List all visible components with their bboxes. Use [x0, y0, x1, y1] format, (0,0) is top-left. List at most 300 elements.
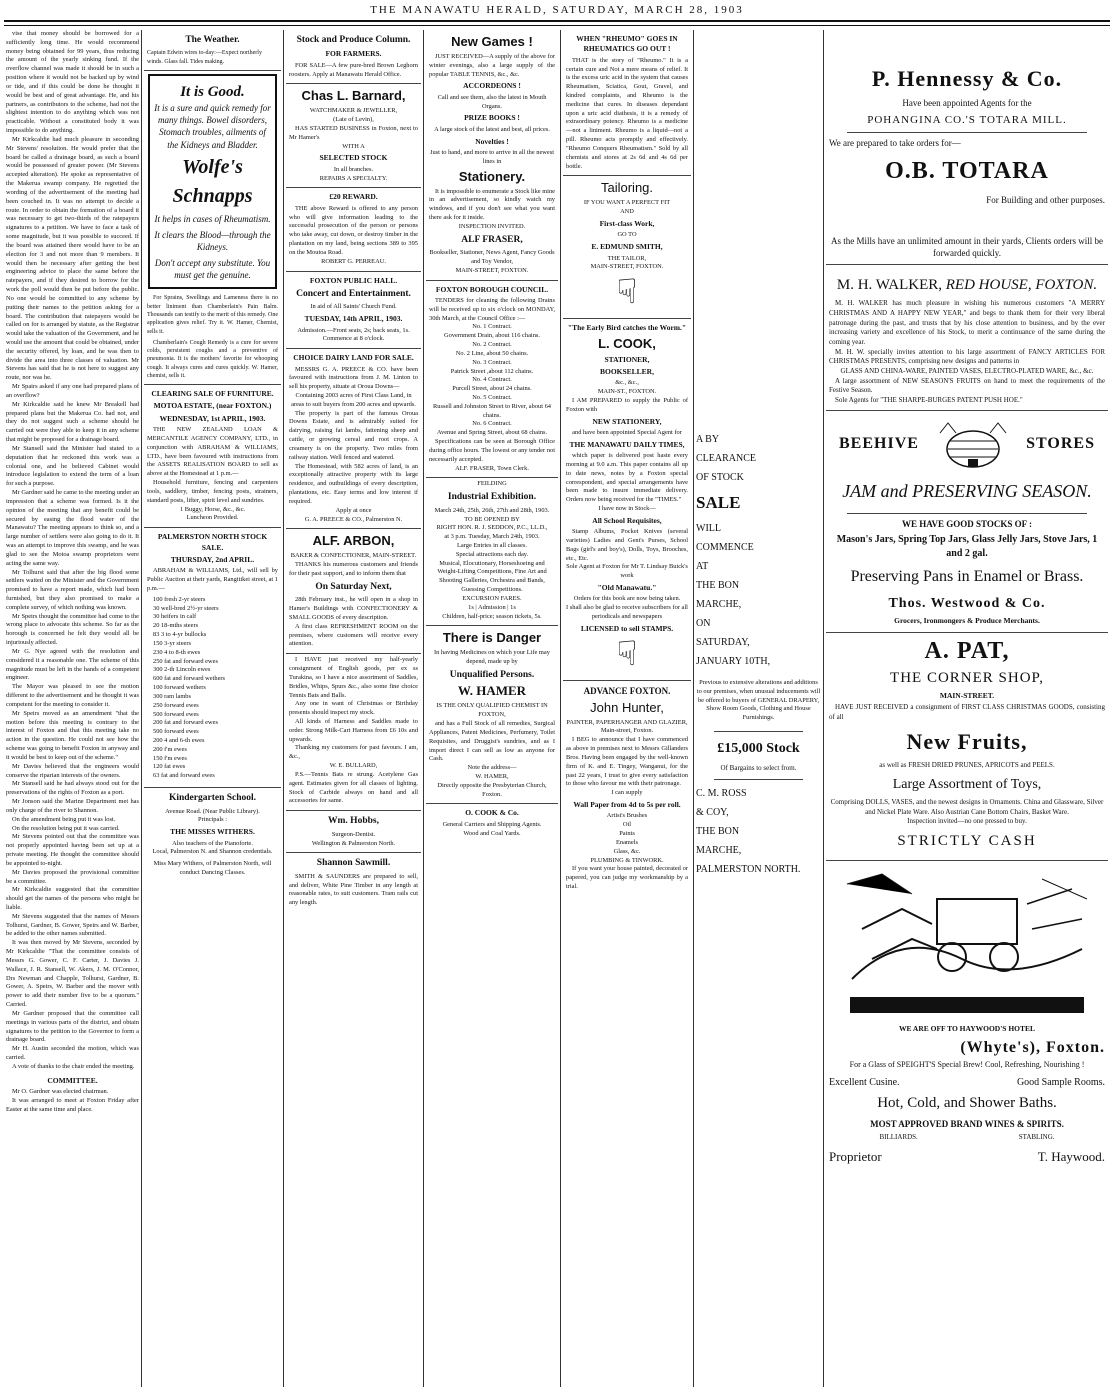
article-paragraph: Mr Stevens pointed out that the committee was not properly appointed having been set up at a private meeting. He thought the committee should be appointed to-night.: [6, 833, 139, 867]
pointing-hand-icon: ☟: [616, 274, 638, 312]
stock-item: 30 well-bred 2½-yr steers: [153, 604, 219, 612]
will: WILL: [696, 523, 721, 535]
article-paragraph: A vote of thanks to the chair ended the meeting.: [12, 1062, 135, 1070]
council-sig: ALF. FRASER, Town Clerk.: [455, 464, 529, 472]
orders: Orders for this book are now being taken.: [573, 595, 681, 603]
article-paragraph: It was then moved by Mr Stevens, seconded by Mr Kirkcaldie "That the committee consists of Messrs G. Gower, C. F. Carter, J. Davies J. Wallace, J. R. Stansell, W. Akers, J. M. O'Connor, Drs Newman and Chapple, Tolhurst, Gardner, B. Gower, A. Speirs, W. Barber and the mover with power to add their number five to be a quorum." Carried.: [6, 939, 139, 1009]
chamberlain-ads: [144, 292, 281, 385]
article-paragraph: Mr G. Nye agreed with the resolution and considered it a reasonable one. The scheme of this magnitude must be left in the hands of a competent engineer.: [6, 647, 139, 682]
kinder-title: Kindergarten School.: [168, 793, 257, 804]
barnard-branches: In all branches.: [333, 165, 374, 173]
masthead-rule: [4, 20, 1110, 22]
plumbing: PLUMBING & TINWORK.: [590, 856, 664, 864]
cook-carriers-ad: [426, 804, 558, 842]
requisites-text: Stamp Albums, Pocket Knives (several varieties) Ladies and Gent's Purses, School Bags (girl's and boy's), Dolls, Toys, Brooches, etc., Etc.: [566, 528, 688, 562]
arbon-trade: BAKER & CONFECTIONER, MAIN-STREET.: [290, 552, 417, 560]
exhibition-date: March 24th, 25th, 26th, 27th and 28th, 1903.: [434, 506, 550, 514]
stock-item: 250 fat and forward ewes: [153, 657, 218, 665]
article-paragraph: Mr Davies proposed the provisional committee be a committee.: [6, 868, 139, 885]
artists-brushes: Artist's Brushes: [606, 812, 648, 820]
rheumo-head: WHEN "RHEUMO" GOES IN RHEUMATICS GO OUT !: [576, 34, 678, 54]
hamer-is: IS THE ONLY QUALIFIED CHEMIST IN FOXTON,: [436, 702, 548, 719]
hobbs-ad: [286, 811, 421, 853]
sawmill-ad: [286, 853, 421, 912]
weather-text: Captain Edwin wires to-day:—Expect northerly winds. Glass fall. Tides making.: [147, 50, 262, 65]
hunter-trade: PAINTER, PAPERHANGER AND GLAZIER,: [566, 718, 688, 726]
feilding: FEILDING: [477, 480, 507, 488]
harness-text: I HAVE just received my half-yearly consignment of English goods, per ex ss Turakina, so I have a nice assortment of Saddles, Bridles, Whips, Spurs &c., also some fine choice Tennis Bats and Balls.: [289, 656, 418, 699]
haywood-ad: [826, 861, 1108, 1171]
the-bon: THE BON: [696, 580, 740, 592]
daily-text: which paper is delivered post haste every morning at 9.0 a.m. This paper contains all up to date news, notes by a Foxton special correspondent, and special arrangements have been made to insure immediate delivery. Orders now being received for the "TIMES.": [566, 452, 688, 504]
lcook-place: MAIN-ST., FOXTON.: [597, 388, 657, 396]
council-text: TENDERS for cleaning the following Drains will be received up to six o'clock on MONDAY, 30th March, at the Council Office :—: [429, 296, 555, 322]
article-paragraph: On the resolution being put it was carried.: [12, 824, 120, 832]
hamer-ad: [426, 626, 558, 804]
contract-item: Avenue and Spring Street, about 68 chains.: [436, 429, 548, 437]
kinder-principals: Principals :: [198, 816, 227, 824]
column-6: [696, 30, 821, 1387]
dairy-text-3: The Homestead, with 582 acres of land, is an exceptionally attractive property with its large residence, and outbuildings of every description, plantations, etc. Easy terms and low interest if required.: [289, 462, 418, 505]
fraser-place: MAIN-STREET, FOXTON.: [455, 266, 529, 274]
paints: Paints: [619, 830, 635, 838]
hamer-opposite: Directly opposite the Presbyterian Church, Foxton.: [437, 781, 547, 798]
column-rule: [693, 30, 694, 1387]
contract-item: No. 5 Contract.: [472, 394, 512, 401]
games-text: JUST RECEIVED—A supply of the above for winter evenings, also a large supply of the popular TABLE TENNIS, &c., &c.: [429, 52, 555, 78]
weather-notice: [144, 30, 281, 71]
stock-item: 63 fat and forward ewes: [153, 772, 215, 780]
subscribers: I shall also be glad to receive subscribers for all periodicals and newspapers: [566, 604, 688, 621]
lcook-name: L. COOK,: [598, 335, 656, 351]
hall-title: FOXTON PUBLIC HALL.: [309, 275, 398, 285]
wolfes-schnapps-ad: [148, 74, 277, 290]
contract-item: No. 2 Contract.: [472, 341, 512, 349]
advance-foxton: ADVANCE FOXTON.: [583, 686, 671, 697]
contract-item: Russell and Johnston Street to River, about 64 chains.: [433, 402, 551, 419]
accordeons: ACCORDEONS !: [463, 81, 521, 91]
concert-time: Commence at 8 o'clock.: [322, 335, 385, 343]
article-paragraph: Mr Stevens suggested that the names of Messrs Tolhurst, Gardner, B. Gower, Speirs and W. Barber, be added to the other names submitted.: [6, 912, 139, 938]
pat-ad: [826, 633, 1108, 860]
kinder-dancing: Miss Mary Withers, of Palmerston North, will conduct Dancing Classes.: [153, 860, 272, 877]
contract-item: Purcell Street, about 24 chains.: [452, 385, 532, 393]
council-ad: [426, 281, 558, 479]
stock-item: 30 heifers in calf: [153, 613, 197, 621]
walker-text-2: M. H. W. specially invites attention to his large assortment of FANCY ARTICLES FOR CHRISTMAS PRESENTS, comprising new designs and patterns in: [829, 347, 1105, 366]
reward-sig: ROBERT G. PERREAU.: [321, 257, 386, 265]
stock-item: 250 forward ewes: [153, 701, 199, 709]
hobbs-trade: Surgeon-Dentist.: [331, 830, 376, 838]
article-paragraph: On the amendment being put it was lost.: [12, 815, 116, 823]
stationery-text: It is impossible to enumerate a Stock like mine in an advertisement, so kindly watch my windows, and if you don't see what you want there ask for it inside.: [429, 187, 555, 222]
unqualified: Unqualified Persons.: [449, 670, 535, 681]
harness-sig: W. E. BULLARD,: [329, 762, 378, 770]
prize-text: A large stock of the latest and best, all prices.: [434, 125, 550, 133]
dairy-sig: G. A. PREECE & CO., Palmerston N.: [304, 515, 403, 523]
saturday: SATURDAY,: [696, 637, 750, 649]
stores-word: STORES: [1026, 434, 1095, 452]
inspection: Inspection invited—no one pressed to buy.: [907, 817, 1027, 826]
speights: For a Glass of SPEIGHT'S Special Brew! Cool, Refreshing, Nourishing !: [849, 1059, 1085, 1069]
barnard-from: (Late of Levin),: [333, 116, 374, 124]
stock-item: 150 f'm ewes: [153, 754, 187, 762]
for-sale: FOR SALE—A few pure-bred Brown Leghorn roosters. Apply at Manawatu Herald Office.: [289, 61, 418, 78]
billiards: BILLIARDS.: [879, 1132, 918, 1141]
exhibition-by: RIGHT HON. R. J. SEDDON, P.C., LL.D.,: [436, 524, 548, 532]
sawmill-text: SMITH & SAUNDERS are prepared to sell, and deliver, White Pine Timber in any length at reasonable rates, to suit customers. Tram rails cut any length.: [289, 872, 418, 907]
beehive-ad: [826, 411, 1108, 634]
beehive-header: [829, 413, 1105, 475]
fruits-text: as well as FRESH DRIED PRUNES, APRICOTS and PEELS.: [879, 760, 1055, 769]
preserving-pans: Preserving Pans in Enamel or Brass.: [850, 568, 1084, 586]
clearing-sale-ad: [144, 385, 281, 528]
proprietor: Proprietor: [829, 1149, 882, 1165]
clearing-lunch: Luncheon Provided.: [186, 514, 239, 522]
tailoring-work: First-class Work,: [599, 219, 655, 229]
tailoring-place: MAIN-STREET, FOXTON.: [590, 263, 664, 271]
tailoring-and: AND: [620, 208, 634, 216]
novelties-text: Just to hand, and more to arrive in all the newest lines in: [429, 148, 555, 165]
glass-china: GLASS AND CHINA-WARE, PAINTED VASES, ELECTRO-PLATED WARE, &c., &c.: [840, 366, 1094, 375]
concert-date: TUESDAY, 14th APRIL, 1903.: [304, 314, 403, 324]
pohangina: POHANGINA CO.'S TOTARA MILL.: [867, 113, 1067, 126]
dairy-land-ad: [286, 349, 421, 529]
exhibition-ad: [426, 478, 558, 626]
dairy-title: CHOICE DAIRY LAND FOR SALE.: [293, 353, 414, 363]
contract-item: No. 3 Contract.: [472, 358, 512, 366]
billiards-row: [829, 1133, 1105, 1143]
walker-text: M. H. WALKER has much pleasure in wishing his numerous customers "A MERRY CHRISTMAS AND A HAPPY NEW YEAR," and begs to thank them for their very liberal patronage during the past, and trusts that by his close attention to business, and by the ever increasing variety and excellence of his Stock, to merit a continuance of the same during the coming year.: [829, 299, 1105, 346]
banner-text: WE ARE OFF TO HAYWOOD'S HOTEL: [898, 1024, 1036, 1034]
tailoring-trade: THE TAILOR,: [607, 254, 647, 262]
pat-name: A. PAT,: [924, 638, 1010, 665]
contract-item: No. 4 Contract.: [472, 376, 512, 384]
hunter-ad: [563, 681, 691, 896]
prize-books: PRIZE BOOKS !: [464, 113, 520, 123]
sole-agent: Sole Agent at Foxton for Mr T. Lindsay Buick's work: [566, 563, 688, 580]
marche: MARCHE,: [696, 599, 742, 611]
stock-title: PALMERSTON NORTH STOCK SALE.: [157, 532, 268, 552]
stock-item: 83 3 to 4-yr bullocks: [153, 631, 207, 639]
separator: [847, 513, 1087, 514]
reward-ad: [286, 188, 421, 271]
hunter-name: John Hunter,: [590, 699, 664, 715]
toys-text: Comprising DOLLS, VASES, and the newest designs in Ornaments. China and Glassware, Silver and Nickel Plate Ware. Also Austrian Cane Bottom Chairs, Basket Ware.: [830, 797, 1104, 816]
column-rule: [283, 30, 284, 1387]
hunter-text: I BEG to announce that I have commenced as above in premises next to Messrs Gillanders Bros. Having been engaged by the well-known firm of K. and E. Tingey, Wanganui, for the past 22 years, I trust to give every satisfaction to those who favour me with their patronage.: [566, 736, 688, 788]
hobbs-place: Wellington & Palmerston North.: [311, 839, 396, 847]
stock-15000: £15,000 Stock: [717, 740, 800, 756]
lcook-bookseller: BOOKSELLER,: [600, 366, 654, 376]
main-street: MAIN-STREET.: [939, 690, 995, 700]
dairy-text: MESSRS G. A. PREECE & CO. have been favoured with instructions from J. M. Linton to sell his property, situate at Oroua Downs—: [289, 365, 418, 391]
lcook-ad: [563, 319, 691, 681]
committee-paragraph: It was arranged to meet at Foxton Friday after Easter at the same time and place.: [6, 1096, 139, 1113]
at: AT: [696, 561, 709, 573]
prepared: We are prepared to take orders for—: [829, 137, 961, 148]
stabling: STABLING.: [1018, 1132, 1055, 1141]
rheumo-ad: [563, 30, 691, 176]
ad-body: It is a sure and quick remedy for many things. Bowel disorders, Stomach troubles, ailments of the Kidneys and Bladder.: [154, 103, 271, 150]
dairy-acres: Containing 2003 acres of First Class Land, in areas to suit buyers from 200 acres and upwards.: [291, 392, 416, 408]
hunter-supply: I can supply: [611, 789, 643, 797]
separator: [714, 731, 803, 732]
article-paragraph: Mr Speirs thought the committee had come to the wrong place to advocate this scheme. So far as the borough is concerned he felt they would all be injuriously affected.: [6, 612, 139, 647]
article-body: [6, 30, 139, 1072]
fraser-ad: [426, 30, 558, 281]
column-6-spacer: [696, 30, 821, 430]
toys: Large Assortment of Toys,: [892, 776, 1042, 792]
oil: Oil: [622, 821, 632, 829]
harness-text-4: Thanking my customers for past favours. I am, &c.,: [289, 744, 418, 761]
barnard-name: Chas L. Barnard,: [301, 88, 406, 104]
column-rule: [141, 30, 142, 1387]
council-spec: Specifications can be seen at Borough Office during office hours. The lowest or any tender not necessarily accepted.: [429, 438, 555, 463]
ross: C. M. ROSS: [696, 788, 747, 800]
clearing-items: Household furniture, fencing and carpenters tools, saddlery, timber, fencing posts, strainers, standard posts, lifter, spirit level and sundries.: [147, 479, 278, 504]
dairy-apply: Apply at once: [335, 506, 372, 514]
concert-ad: [286, 272, 421, 350]
article-paragraph: Mr Speirs moved as an amendment "that the motion before this meeting is contrary to the interest of Foxton and that this meeting take no action in the question. He could not see how the scheme was going to benefit Foxton in anyway and it would be best to keep out of the scheme.": [6, 709, 139, 761]
exhibition-title: Industrial Exhibition.: [447, 492, 537, 503]
masthead-rule-2: [4, 25, 1110, 26]
tailoring-name: E. EDMUND SMITH,: [591, 242, 663, 252]
sale-word: SALE: [696, 493, 741, 512]
stock-text: ABRAHAM & WILLIAMS, Ltd., will sell by Public Auction at their yards, Rangitikei street, at 1 p.m.—: [147, 567, 278, 592]
cook-name: O. COOK & Co.: [465, 808, 519, 818]
article-paragraph: The Mayor was pleased to see the motion different to the advertisement and he thought it was competent for the meeting to consider it.: [6, 683, 139, 708]
hennessy-name: P. Hennessy & Co.: [871, 66, 1063, 91]
barnard-stock: SELECTED STOCK: [319, 153, 388, 163]
column-7: [826, 30, 1108, 1387]
children-price: Children, half-price; season tickets, 5s.: [442, 612, 542, 620]
article-paragraph: Mr Spairs asked if any one had prepared plans of an overflow?: [6, 383, 139, 399]
haywood: T. Haywood.: [1037, 1149, 1105, 1165]
stock-produce-title: Stock and Produce Column.: [296, 35, 411, 45]
stock-sale-ad: [144, 528, 281, 788]
admission: 1s | Admission | 1s: [468, 603, 516, 611]
previous-notice: Previous to extensive alterations and additions to our premises, when unusual inducements will be offered to buyers of GENERAL DRAPERY, Show Room Goods, Clothing and House Furnishings.: [696, 679, 821, 721]
hamer-text: and has a Full Stock of all remedies, Surgical Appliances, Patent Medicines, Perfumery, Toilet Requisites, and Druggist's sundries, and as I import direct I can sell as low as anyone for Cash.: [429, 720, 555, 763]
stationery-title: Stationery.: [458, 168, 526, 184]
of-stock: OF STOCK: [696, 472, 744, 483]
kindergarten-ad: [144, 788, 281, 882]
article-paragraph: vise that money should be borrowed for a sufficiently long time. He would recommend money being obtained for 99 years, thus reducing the amount of the yearly sinking fund. If the overflow channel was made it should be in such a position where it would not be backed up by wind or tide, and if this could be done he thought it would be best and of great advantage. He, and his partners, as contributors to the scheme, had not the slightest intention to do anything which was not practicable. Without a constituted body it was impossible to do anything.: [6, 30, 139, 135]
glass: Glass, &c.: [613, 847, 641, 855]
kinder-locals: Local, Palmerston N. and Shannon credentials.: [152, 848, 273, 856]
concert-admission: Admission.—Front seats, 2s; back seats, 1s.: [297, 326, 410, 334]
ad-body-4: Don't accept any substitute. You must get the genuine.: [154, 258, 271, 281]
exhibition-time: at 3 p.m. Tuesday, March 24th, 1903.: [444, 533, 540, 541]
arbon-text: THANKS his numerous customers and friends for their past support, and to inform them that: [289, 561, 418, 578]
exhibition-opened: TO BE OPENED BY: [464, 515, 520, 523]
lcook-stationer: STATIONER,: [604, 354, 650, 364]
arbon-name: ALF. ARBON,: [312, 533, 395, 549]
building: For Building and other purposes.: [986, 195, 1105, 206]
excursion-fares: EXCURSION FARES.: [462, 594, 522, 602]
whytes: (Whyte's), Foxton.: [960, 1038, 1105, 1056]
jam-season: JAM and PRESERVING SEASON.: [842, 480, 1092, 501]
stock-item: 500 forward ewes: [153, 728, 199, 736]
committee-body: [6, 1088, 139, 1114]
arbon-ad: [286, 529, 421, 654]
good-stocks: WE HAVE GOOD STOCKS OF :: [901, 519, 1033, 530]
barnard-ad: [286, 84, 421, 188]
saturday-next: On Saturday Next,: [315, 581, 392, 592]
fraser-name: ALF FRASER,: [461, 234, 523, 245]
rheumo-text: THAT is the story of "Rheumo." It is a certain cure and Not a mere means of relief. It is the excess uric acid in the system that causes Rheumatism, Sciatica, Gout, Gravel, and kindred complaints, and Rheumo is the medicine that cures. In diseases dependant upon a uric acid diathesis, it is a remedy of extraordinary potency. Rheumo is a medicine—not a liniment. Rheumo is a liquid—not a pill. Rheumo acts promptly and effectively. "Rheumo Conquers Rheumatism." Sold by all chemists and stores at 2s 6d and 4s 6d per bottle.: [566, 56, 688, 170]
stock-item: 300 ram lambs: [153, 692, 191, 700]
article-paragraph: Mr Gardner proposed that the committee call meetings in various parts of the district, and obtain signatures to the petition to the Governor to form a drainage board.: [6, 1009, 139, 1044]
column-rule: [823, 30, 824, 1387]
stock-item: 120 fat ewes: [153, 763, 186, 771]
tailoring-go: GO TO: [617, 231, 637, 239]
article-paragraph: Mr Kirkcaldie said he knew Mr Breakell had prepared plans but the Makerua Co. had not, and they do not suggest such a scheme should be carried out were they able to keep it in any scheme that might be proposed for a drainage board.: [6, 400, 139, 444]
column-news-report: [6, 30, 139, 1387]
novelties: Novelties !: [475, 136, 509, 146]
corner-shop: THE CORNER SHOP,: [890, 670, 1044, 687]
article-paragraph: Mr Davies believed that the engineers would conserve the riparian interests of the owners.: [6, 762, 139, 779]
concert-title: Concert and Entertainment.: [296, 288, 411, 299]
exhibition-musical: Musical, Elocutionary, Horseshoeing and Weight-Lifting Competitions, Fine Art and Shooting Galleries, Orchestra and Bands, Guessing Competitions.: [437, 559, 547, 594]
school-requisites: All School Requisites,: [592, 515, 662, 525]
baths: Hot, Cold, and Shower Baths.: [877, 1095, 1057, 1112]
stock-item: 200 fat and forward ewes: [153, 719, 218, 727]
clearing-buggy: 1 Buggy, Horse, &c., &c.: [179, 505, 246, 513]
harness-text-2: Any one in want of Christmas or Birthday presents should inspect my stock.: [289, 700, 418, 717]
fraser-trade: Bookseller, Stationer, News Agent, Fancy Goods and Toy Vendor,: [429, 249, 555, 265]
kinder-sub: Avenue Road. (Near Public Library).: [165, 807, 260, 815]
lcook-agent: and have been appointed Special Agent for: [572, 428, 682, 436]
walker-name: M. H. WALKER,: [836, 276, 942, 293]
amenities-row: [829, 1076, 1105, 1090]
hunter-place: Main-street, Foxton.: [600, 727, 654, 735]
coach-illustration: [842, 869, 1092, 1019]
coy: & COY,: [696, 807, 729, 819]
pat-text: HAVE JUST RECEIVED a consignment of FIRST CLASS CHRISTMAS GOODS, consisting of all: [829, 703, 1105, 721]
early-bird: "The Early Bird catches the Worm.": [567, 323, 687, 333]
hamer-address: W. HAMER,: [475, 772, 509, 780]
new-fruits: New Fruits,: [906, 728, 1028, 754]
brand-name-2: Schnapps: [172, 184, 253, 207]
stock-item: 300 2-th Lincoln ewes: [153, 666, 211, 674]
masthead: THE MANAWATU HERALD, SATURDAY, MARCH 28, 1903: [370, 4, 744, 16]
old-manawatu: "Old Manawatu.": [597, 583, 657, 593]
column-4: [426, 30, 558, 1387]
reward-text: THE above Reward is offered to any person who will give information leading to the successful prosecution of the person or persons who take away, cut down, or destroy timber in the plantation on my land, being sections 389 to 395 on the Moutoa Road.: [289, 204, 418, 256]
contract-item: Patrick Street ,about 112 chains.: [450, 367, 534, 375]
exhibition-entries: Large Entries in all classes.: [457, 541, 527, 549]
weather-title: The Weather.: [185, 35, 240, 45]
sample-rooms: Good Sample Rooms.: [1016, 1076, 1105, 1088]
january: JANUARY 10TH,: [696, 656, 771, 668]
walker-text-3: A large assortment of NEW SEASON'S FRUITS on hand to meet the requirements of the Festive Season.: [829, 376, 1105, 395]
sawmill-title: Shannon Sawmill.: [316, 858, 391, 869]
walker-heading: [829, 275, 1105, 296]
article-paragraph: Mr H. Austin seconded the motion, which was carried.: [6, 1045, 139, 1062]
totara: O.B. TOTARA: [885, 158, 1049, 185]
hennessy-ad: [826, 30, 1108, 265]
grocers: Grocers, Ironmongers & Produce Merchants.: [894, 615, 1040, 625]
stock-have: I have now in Stock—: [598, 504, 656, 512]
new-stationery: NEW STATIONERY,: [592, 416, 662, 426]
kinder-misses: THE MISSES WITHERS.: [170, 827, 255, 837]
article-paragraph: Mr Stansell said he had always stood out for the preservations of the rights of Foxton as a port.: [6, 780, 139, 797]
dairy-text-2: The property is part of the famous Oroua Downs Estate, and is admirably suited for dairying, raising fat lambs, fattening sheep and cattle, or growing cereal and root crops. A creamery is on the property. Two miles from railway station. Well fenced and watered.: [289, 409, 418, 461]
palmerston: PALMERSTON NORTH.: [696, 864, 801, 876]
column-3: [286, 30, 421, 1387]
separator: [847, 132, 1087, 133]
danger-title: There is Danger: [442, 630, 542, 646]
wines: MOST APPROVED BRAND WINES & SPIRITS.: [870, 1119, 1064, 1130]
pointing-hand-icon: ☟: [616, 636, 638, 674]
masons-jars: Mason's Jars, Spring Top Jars, Glass Jelly Jars, Stove Jars, 1 and 2 gal.: [836, 533, 1098, 559]
saturday-text-2: A first class REFRESHMENT ROOM on the premises, where customers will receive every attention.: [289, 622, 418, 648]
barnard-text: HAS STARTED BUSINESS in Foxton, next to Mr Hamer's: [289, 124, 418, 141]
sprains-notice: For Sprains, Swellings and Lameness there is no better liniment than Chamberlain's Pain Balm. Thousands can testify to the merit of this remedy. One application gives relief. Try it. W. Hamer, Chemist, sells it.: [147, 295, 278, 335]
column-rule: [560, 30, 561, 1387]
contract-item: No. 1 Contract.: [472, 323, 512, 331]
cough-notice: Chamberlain's Cough Remedy is a cure for severe colds, persistent coughs and a preventive of pneumonia. It is the mothers' favorite for whooping cough. It always cures and cures quickly. W. Hamer, chemist, sells it.: [147, 339, 278, 379]
marche-2: MARCHE,: [696, 845, 742, 857]
inspection: INSPECTION INVITED.: [458, 222, 526, 230]
sole-agents: Sole Agents for "THE SHARPE-BURGES PATENT PUSH HOE.": [835, 395, 1023, 404]
article-paragraph: Mr Tolhurst said that after the big flood some settlers waited on the Minister and the Government promised to have a report made, which had been furnished, but they also promised to make a complete survey, of which nothing was known.: [6, 568, 139, 611]
stock-produce-ad: [286, 30, 421, 84]
contract-item: No. 6 Contract.: [472, 420, 512, 428]
tailoring-ad: [563, 176, 691, 319]
brand-name: Wolfe's: [182, 155, 243, 178]
column-2: [144, 30, 281, 1387]
contract-item: Government Drain, about 116 chains.: [444, 332, 540, 340]
lcook-text: I AM PREPARED to supply the Public of Foxton with: [566, 396, 688, 413]
red-house: RED HOUSE, FOXTON.: [945, 276, 1098, 293]
exhibition-special: Special attractions each day.: [455, 550, 529, 558]
stock-item: 150 3-yr steers: [153, 639, 191, 647]
concert-aid: In aid of All Saints' Church Fund.: [310, 303, 397, 311]
stock-item: 100 fresh 2-yr steers: [153, 595, 206, 603]
bullard-ad: [286, 654, 421, 811]
article-paragraph: Mr Gardner said he came to the meeting under an impression that a scheme was formed. Is it the opinion of the meeting that any benefit could be secured by easing the flood water of the Manawatu? The meeting appears to think so, and a large number of settlers were also going to do it. It was an attempt to improve this swamp, and he was glad to see the Motoa swamp proprietors were acting the same way.: [6, 489, 139, 567]
hunter-end: If you want your house painted, decorated or papered, you can judge my workmanship by a trial.: [566, 865, 688, 891]
enamels: Enamels: [615, 838, 638, 846]
commence: COMMENCE: [696, 542, 754, 554]
stock-item: 200 f'm ewes: [153, 745, 187, 753]
westwood: Thos. Westwood & Co.: [888, 596, 1046, 612]
beehive-word: BEEHIVE: [839, 434, 919, 452]
ad-body-2: It helps in cases of Rheumatism.: [154, 213, 271, 224]
barnard-with: WITH A: [342, 142, 365, 150]
strictly-cash: STRICTLY CASH: [897, 832, 1037, 849]
article-paragraph: Mr Kirkcaldie suggested that the committee should get the names of the persons who might be liable.: [6, 886, 139, 911]
committee-paragraph: Mr O. Gardner was elected chairman.: [12, 1088, 109, 1096]
proprietor-row: [829, 1148, 1105, 1166]
stock-item: 20 18-mths steers: [153, 622, 199, 630]
hamer-note: Note the address—: [467, 764, 517, 772]
accordeons-text: Call and see them, also the latest in Mouth Organs.: [437, 93, 547, 110]
daily-times: THE MANAWATU DAILY TIMES,: [569, 439, 685, 449]
for-farmers: FOR FARMERS.: [325, 49, 382, 59]
beehive-icon: [938, 419, 1008, 469]
clearing-text: THE NEW ZEALAND LOAN & MERCANTILE AGENCY COMPANY, LTD., in conjunction with ABRAHAM & WILLIAMS, LTD., have been favoured with instructions from the ASSETS REALISATION BOARD to sell as above at the Homestead at 1 p.m.—: [147, 426, 278, 478]
stock-item: 100 forward wethers: [153, 684, 206, 692]
harness-text-3: All kinds of Harness and Saddles made to order. Strong Milk-Cart Harness from £6 10s and upwards.: [289, 718, 418, 743]
a-by: A BY: [696, 434, 720, 445]
stock-item: 230 4 to 8-th ewes: [153, 648, 201, 656]
harness-ps: P.S.—Tennis Bats re strung. Acetylene Gas agent. Estimates given for all classes of lighting. Stock of Carbide always on hand and all accessories for same.: [289, 770, 418, 805]
bon-2: THE BON: [696, 826, 740, 838]
